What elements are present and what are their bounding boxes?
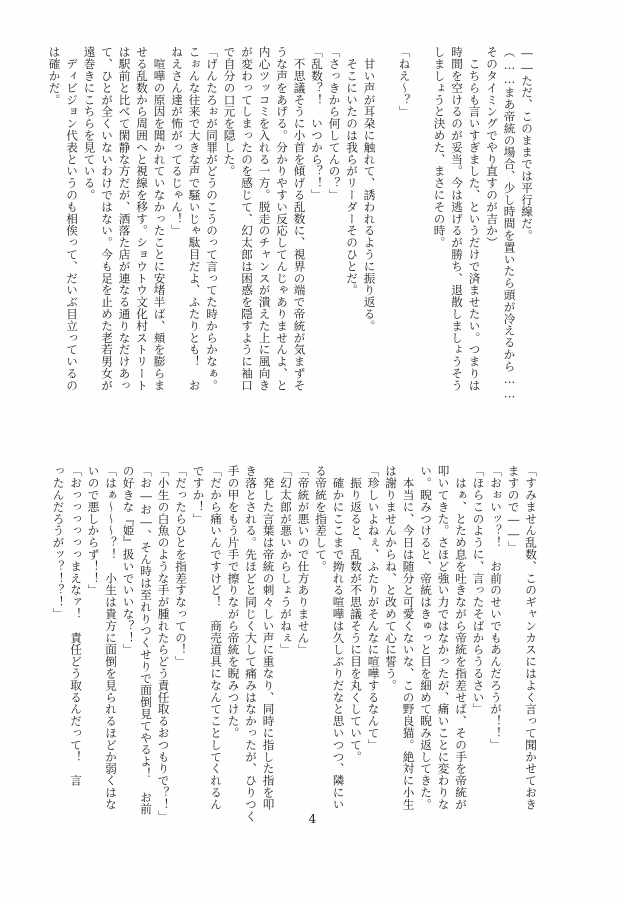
text-line: 「すみません乱数、このギャンカスにはよく言って聞かせておき (524, 465, 538, 811)
text-line: 本当に、今日は随分と可愛くないな、この野良猫。絶対に小生 (401, 465, 416, 811)
text-line: こぉんな往来で大きな声で騒いじゃ駄目だよ、ふたりとも！ お (187, 46, 202, 392)
text-line: 「だったらひとを指差すなっての！」 (174, 465, 188, 668)
text-block-upper (47, 46, 535, 426)
text-line: 時間を空けるのが妥当。今は逃げるが勝ち、退散しましょうそう (450, 46, 464, 392)
text-line: ねえさん達が怖がってるじゃん！」 (170, 46, 184, 237)
text-line: ったんだろうがッ？！？！」 (51, 465, 66, 620)
text-line: る帝統を指差して。 (314, 465, 328, 573)
text-line: 甘い声が耳朶に触れて、誘われるように振り返る。 (362, 46, 377, 332)
text-line: せる乱数から周囲へと視線を移す。ショウトウ文化村ストリート (135, 46, 149, 392)
text-line (378, 46, 396, 426)
text-line: 不思議そうに小首を傾げる乱数に、視界の端で帝統が気まずそ (292, 46, 307, 392)
text-line: 「だから痛いんですけど！ 商売道具になんてことしてくれるん (209, 465, 223, 811)
text-line: うな声をあげる。分かりやすい反応してんじゃありませんよ、と (275, 46, 289, 392)
text-line: 「小生の白魚のような手が腫れたらどう責任取るおつもりで？！」 (156, 465, 171, 822)
text-line: 「はぁ～～～？！ 小生は貴方に面倒を見られるほどか弱くはな (104, 465, 118, 811)
text-line: 「幻太郎が悪いからしょうがねぇ」 (279, 465, 293, 656)
text-line: 振り返ると、乱数が不思議そうに目を丸くしていて。 (349, 465, 363, 763)
text-line: は謝りませんからね、と改めて心に誓う。 (384, 465, 398, 692)
text-line: そのタイミングでやり直すのが吉か） (485, 46, 499, 249)
text-line: 遠巻きにこちらを見ている。 (82, 46, 97, 201)
text-line: こちらも言いすぎました、というだけで済ませたい。つまりは (467, 46, 482, 392)
text-line: 確かにここまで拗れる喧嘩は久しぶりだなと思いつつ、隣にい (331, 465, 346, 811)
text-line: （……まあ帝統の場合、少し時間を置いたら頭が冷えるから…… (502, 46, 517, 401)
text-line: ですか！」 (191, 465, 206, 525)
text-line: しましょうと決めた、まさにその時。 (432, 46, 447, 249)
text-line: は確かだ。 (47, 46, 62, 106)
text-line: 「おぉいッ？！ お前のせいでもあんだろうが！！」 (489, 465, 503, 751)
text-block-lower (51, 465, 539, 845)
text-line: 内心ツッコミを入れる一方。脱走のチャンスが潰えた上に風向き (257, 46, 272, 392)
text-line: で自分の口元を隠した。 (222, 46, 237, 177)
text-line: 「帝統が悪いので仕方ありません」 (296, 465, 311, 656)
text-line: は駅前と比べて閑静な方だが、洒落た店が連なる通りなだけあっ (117, 46, 132, 392)
text-line: 「珍しいよねぇ、ふたりがそんなに喧嘩するなんて」 (366, 465, 381, 751)
text-line: 「乱数？！ いつから？！」 (310, 46, 324, 201)
text-line: 「げんたろぉが同罪がどうのこうのって言ってた時からかなぁ。 (205, 46, 219, 392)
text-line: 喧嘩の原因を聞かれていなかったことに安堵半ば、頬を膨らま (152, 46, 167, 392)
text-line: 「ねえ～？」 (397, 46, 412, 118)
text-line: そこにいたのは我らがリーダーそのひとだ。 (345, 46, 359, 296)
text-line: ――ただ、このままでは平行線だ。 (520, 46, 534, 242)
text-line: はぁ、とため息を吐きながら帝統を指差せば、その手を帝統が (454, 465, 468, 811)
text-line: て、ひとが全くいないわけではない。今も足を止めた老若男女が (100, 46, 114, 392)
text-line: い。睨みつけると、帝統はきゅっと目を細めて睨み返してきた。 (419, 465, 433, 811)
text-line: が変わってしまったのを感じて、幻太郎は困惑を隠すように袖口 (240, 46, 254, 392)
page-number: 4 (308, 812, 317, 826)
text-line: ますので――」 (506, 465, 521, 554)
text-line (413, 46, 431, 426)
text-line: いので悪しからず！！」 (86, 465, 101, 596)
text-line: 「さっきから何してんの？」 (327, 46, 342, 201)
text-line: 「おっっっっっっまえなァ！ 責任どう取るんだって！ 言 (69, 465, 83, 787)
text-line: 「ほらこのように、言ったそばからうるさい」 (471, 465, 486, 715)
text-line: 「お―お―、そん時は至れりつくせりで面倒見てやるよ！ お前 (139, 465, 153, 815)
text-line: 手の甲をもう片手で擦りながら帝統を睨みつけた。 (226, 465, 241, 739)
text-line: き落とされる。先ほどと同じく大して痛みはなかったが、ひりつく (244, 465, 258, 822)
text-line: 叩いてきた。さほど強い力ではなかったが、痛いことに変わりな (436, 465, 451, 811)
text-line: ディビジョン代表というのも相俟って、だいぶ目立っているの (65, 46, 79, 392)
text-line: 発した言葉は帝統の刺々しい声に重なり、同時に指した指を叩 (261, 465, 276, 811)
text-line: の好きな『姫』扱いでいいな？！」 (121, 465, 136, 656)
